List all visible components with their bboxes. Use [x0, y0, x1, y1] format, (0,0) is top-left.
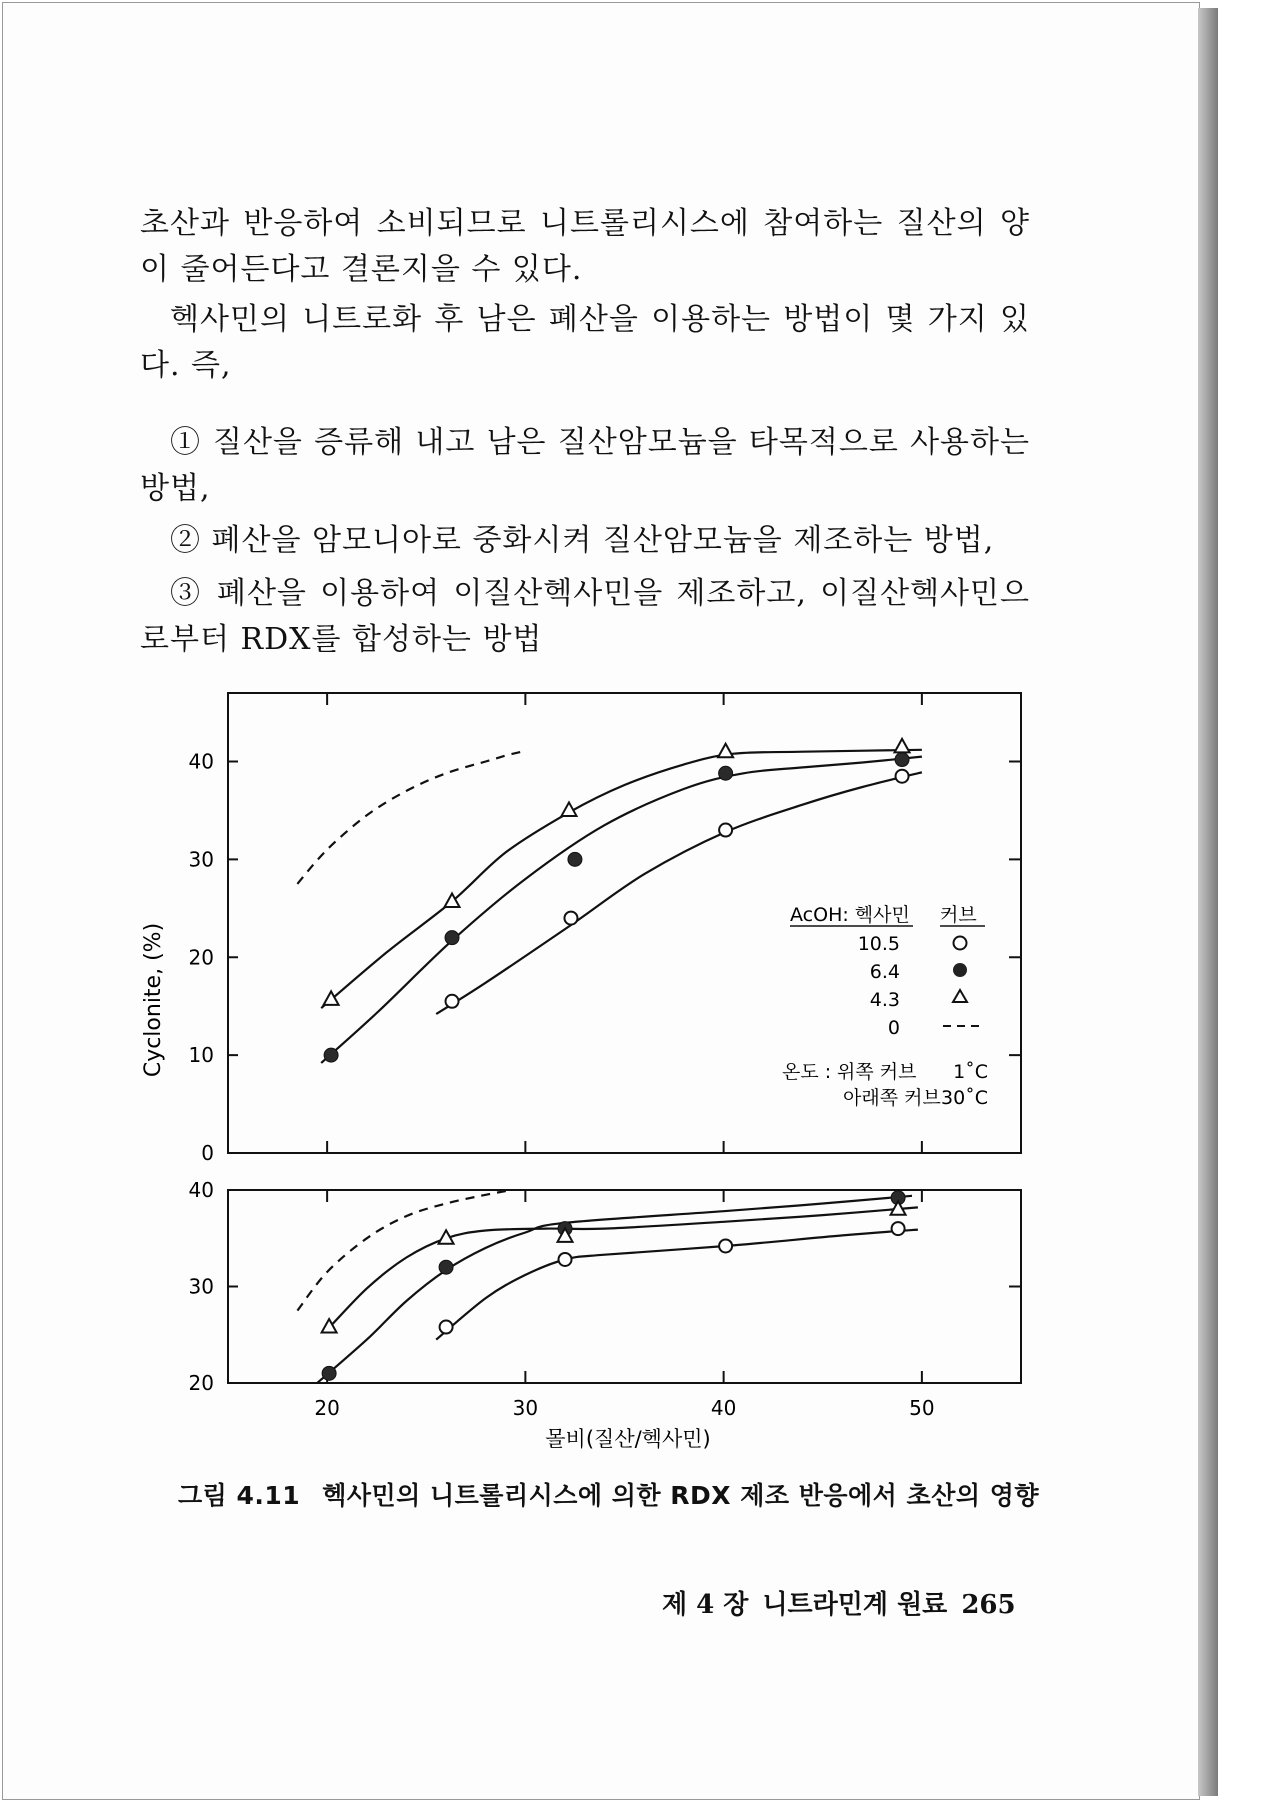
legend-temp-lower: 아래쪽 커브: [843, 1087, 941, 1109]
x-tick-label: 20: [314, 1396, 340, 1420]
legend-open-circle-marker: [954, 937, 967, 950]
legend-header-curve: 커브: [940, 904, 977, 926]
list-item-1: ① 질산을 증류해 내고 남은 질산암모늄을 타목적으로 사용하는 방법,: [140, 425, 1030, 506]
page-footer: [648, 1584, 1016, 1621]
legend-filled-circle-marker: [953, 963, 967, 977]
x-axis-label: 몰비(질산/헥사민): [545, 1427, 711, 1451]
curve-filled-circle: [317, 1196, 912, 1383]
y-tick-label: 40: [188, 749, 214, 774]
data-point-open-circle: [564, 912, 577, 925]
bottom-x-ticks: [314, 1190, 934, 1420]
legend-ratio-3: 4.3: [869, 989, 900, 1011]
data-point-open-circle: [446, 995, 459, 1008]
footer-page-number: 265: [961, 1590, 1016, 1620]
legend-triangle-marker: [953, 990, 967, 1002]
y-tick-label: 10: [188, 1043, 214, 1068]
list-item-3: ③ 폐산을 이용하여 이질산헥사민을 제조하고, 이질산헥사민으로부터 RDX를 합성하는 방법: [140, 576, 1030, 657]
legend-ratio-1: 10.5: [857, 933, 900, 955]
curve-triangle: [327, 1207, 918, 1330]
caption-text: 헥사민의 니트롤리시스에 의한 RDX 제조 반응에서 초산의 영향: [322, 1481, 1039, 1510]
y-tick-label: 20: [188, 1371, 214, 1395]
data-point-filled-circle: [324, 1048, 338, 1062]
data-point-filled-circle: [322, 1366, 336, 1380]
data-point-filled-circle: [568, 852, 582, 866]
y-tick-label: 40: [188, 1178, 214, 1202]
data-point-filled-circle: [439, 1260, 453, 1274]
legend-temp-label: 온도 :: [782, 1061, 832, 1083]
legend: [782, 904, 988, 1109]
data-point-triangle: [895, 739, 910, 753]
legend-temp-upper: 위쪽 커브: [837, 1061, 917, 1083]
y-axis-label: Cyclonite, (%): [141, 922, 166, 1078]
data-point-open-circle: [896, 770, 909, 783]
data-point-open-circle: [719, 824, 732, 837]
legend-ratio-2: 6.4: [869, 961, 900, 983]
top-panel: [141, 693, 1021, 1165]
legend-header-ratio: AcOH: 헥사민: [790, 904, 910, 926]
data-point-filled-circle: [445, 931, 459, 945]
y-tick-label: 20: [188, 945, 214, 970]
x-tick-label: 50: [909, 1396, 935, 1420]
data-point-filled-circle: [895, 753, 909, 767]
data-point-triangle: [718, 744, 733, 758]
bottom-panel: [189, 1178, 1021, 1451]
curve-dashed: [297, 752, 521, 884]
legend-temp-lower-value: 30˚C: [941, 1087, 988, 1109]
bottom-curves: [297, 1190, 918, 1383]
data-point-open-circle: [440, 1321, 453, 1334]
y-tick-label: 30: [188, 1274, 214, 1299]
paragraph-2: 헥사민의 니트로화 후 남은 폐산을 이용하는 방법이 몇 가지 있다. 즉,: [140, 302, 1030, 383]
y-tick-label: 0: [201, 1141, 214, 1165]
legend-temp-upper-value: 1˚C: [953, 1061, 988, 1083]
y-tick-label: 30: [188, 847, 214, 872]
footer-chapter-title: 니트라민계 원료: [762, 1590, 948, 1620]
curve-open-circle: [436, 772, 922, 1014]
paragraph-1: 초산과 반응하여 소비되므로 니트롤리시스에 참여하는 질산의 양이 줄어든다고 결론지을 수 있다.: [140, 206, 1030, 287]
data-point-open-circle: [719, 1239, 732, 1252]
figure-caption: [178, 1476, 1061, 1512]
x-tick-label: 40: [710, 1396, 737, 1420]
list-item-2: ② 폐산을 암모니아로 중화시켜 질산암모늄을 제조하는 방법,: [170, 523, 995, 558]
data-point-filled-circle: [719, 766, 733, 780]
data-point-triangle: [324, 991, 339, 1005]
data-point-open-circle: [892, 1222, 905, 1235]
legend-ratio-4: 0: [887, 1017, 900, 1039]
footer-chapter: 제 4 장: [662, 1590, 749, 1620]
caption-label: 그림 4.11: [178, 1481, 301, 1510]
x-tick-label: 30: [512, 1396, 539, 1420]
data-point-open-circle: [559, 1253, 572, 1266]
curve-open-circle: [436, 1230, 918, 1340]
